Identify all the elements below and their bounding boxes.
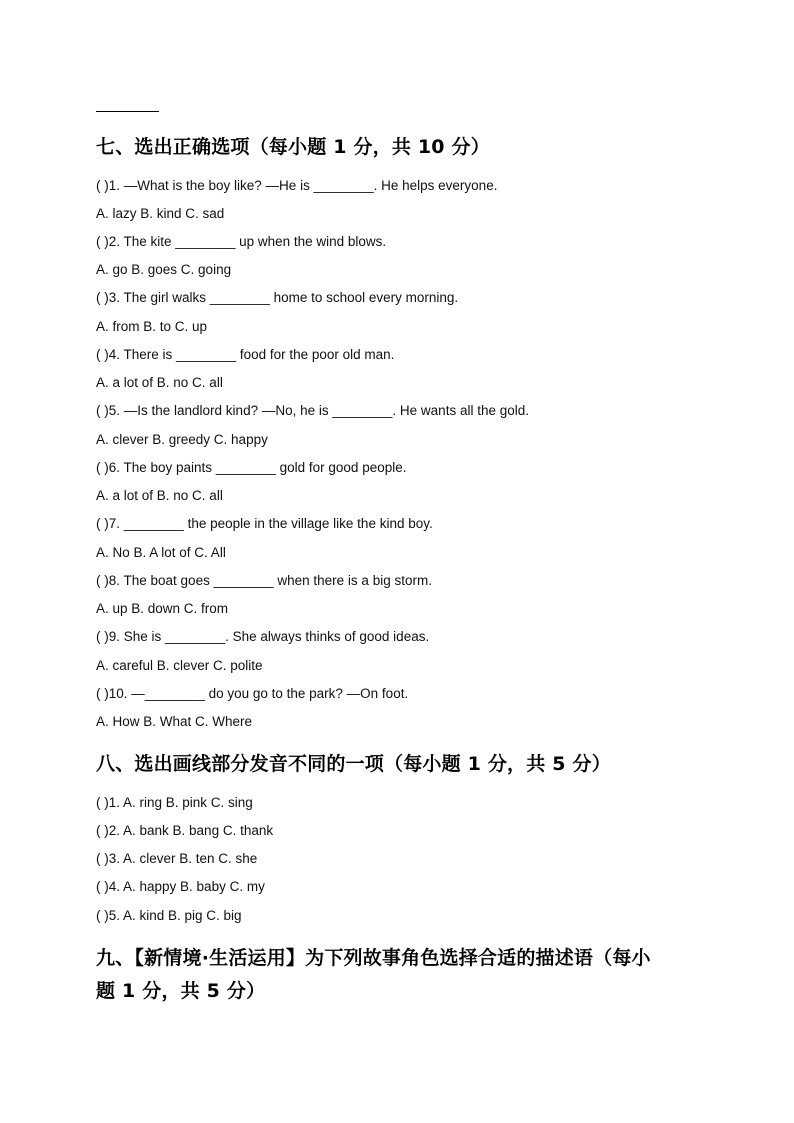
section-7-title: 七、选出正确选项（每小题 1 分，共 10 分） <box>96 136 490 158</box>
question-7-2-stem: ( )2. The kite ________ up when the wind blows. <box>96 234 387 249</box>
question-7-3-options: A. from B. to C. up <box>96 319 208 334</box>
question-7-10-stem: ( )10. —________ do you go to the park? —On foot. <box>96 686 409 701</box>
question-7-4-options: A. a lot of B. no C. all <box>96 375 223 390</box>
answer-blank-line <box>96 111 159 112</box>
question-8-1: ( )1. A. ring B. pink C. sing <box>96 795 253 810</box>
question-7-4-stem: ( )4. There is ________ food for the poor old man. <box>96 347 395 362</box>
question-7-1-stem: ( )1. —What is the boy like? —He is ________. He helps everyone. <box>96 178 498 193</box>
question-7-2-options: A. go B. goes C. going <box>96 262 232 277</box>
question-8-5: ( )5. A. kind B. pig C. big <box>96 908 242 923</box>
section-9-title-line2: 题 1 分，共 5 分） <box>96 980 266 1002</box>
question-7-5-stem: ( )5. —Is the landlord kind? —No, he is ________. He wants all the gold. <box>96 403 529 418</box>
question-7-9-stem: ( )9. She is ________. She always thinks of good ideas. <box>96 629 430 644</box>
section-9-title-line1: 九、【新情境·生活运用】为下列故事角色选择合适的描述语（每小 <box>96 947 651 969</box>
question-7-6-options: A. a lot of B. no C. all <box>96 488 223 503</box>
question-8-4: ( )4. A. happy B. baby C. my <box>96 879 265 894</box>
question-7-5-options: A. clever B. greedy C. happy <box>96 432 268 447</box>
section-8-title: 八、选出画线部分发音不同的一项（每小题 1 分，共 5 分） <box>96 753 611 775</box>
question-7-9-options: A. careful B. clever C. polite <box>96 658 263 673</box>
question-8-3: ( )3. A. clever B. ten C. she <box>96 851 258 866</box>
question-7-3-stem: ( )3. The girl walks ________ home to school every morning. <box>96 290 459 305</box>
question-7-7-stem: ( )7. ________ the people in the village like the kind boy. <box>96 516 433 531</box>
question-7-7-options: A. No B. A lot of C. All <box>96 545 226 560</box>
question-7-1-options: A. lazy B. kind C. sad <box>96 206 225 221</box>
question-7-6-stem: ( )6. The boy paints ________ gold for good people. <box>96 460 407 475</box>
question-8-2: ( )2. A. bank B. bang C. thank <box>96 823 274 838</box>
question-7-10-options: A. How B. What C. Where <box>96 714 253 729</box>
question-7-8-options: A. up B. down C. from <box>96 601 229 616</box>
question-7-8-stem: ( )8. The boat goes ________ when there is a big storm. <box>96 573 432 588</box>
